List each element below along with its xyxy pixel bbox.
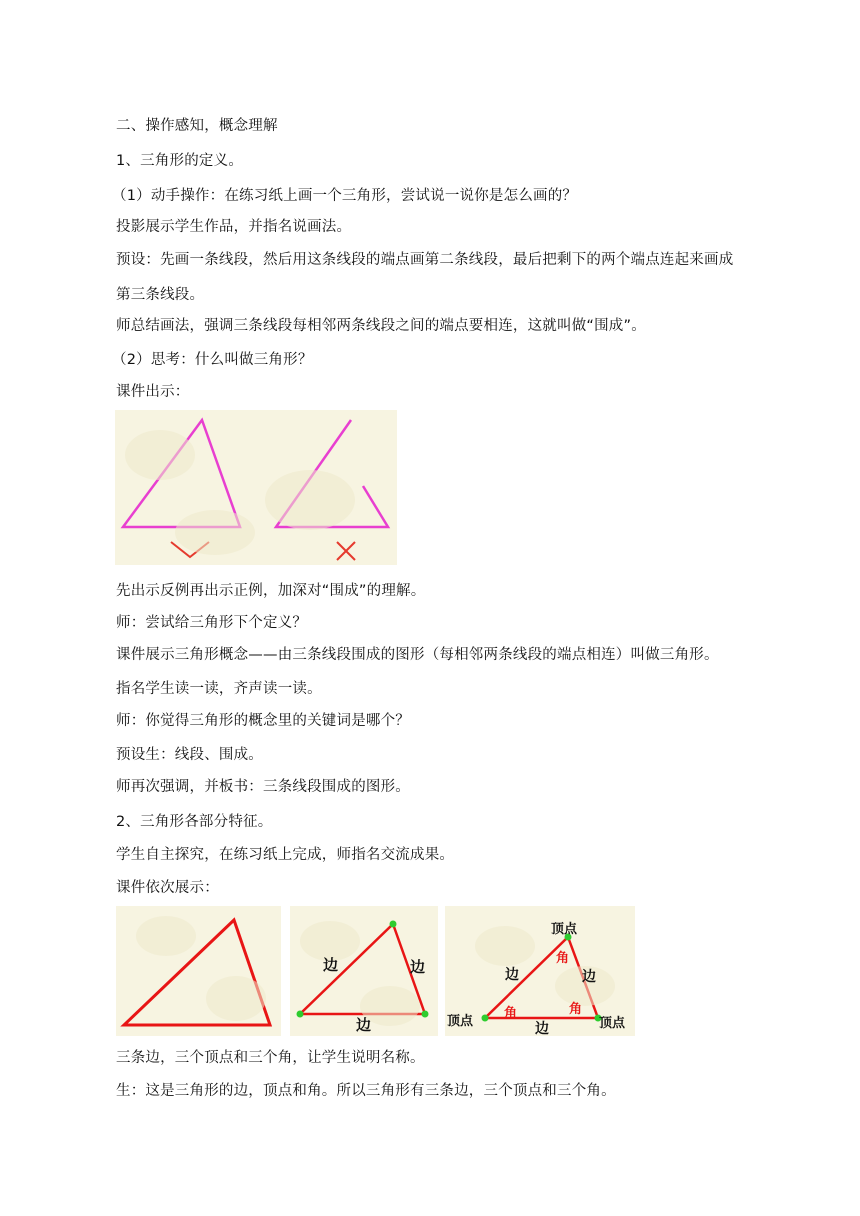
vertex-label-left: 顶点 [447,1014,474,1029]
edge-label-right: 边 [582,969,596,985]
paragraph: 师总结画法，强调三条线段每相邻两条线段之间的端点要相连，这就叫做“围成”。 [116,318,646,334]
figure-triangle-plain [116,906,281,1036]
paragraph: 师再次强调，并板书：三条线段围成的图形。 [116,779,410,795]
edge-label-left: 边 [505,967,519,983]
figure-triangle-edges [290,906,438,1036]
paragraph: 三条边，三个顶点和三个角，让学生说明名称。 [116,1050,425,1066]
angle-label-right: 角 [569,1002,583,1017]
figure-triangle-parts [445,906,635,1036]
section-heading: 二、操作感知，概念理解 [116,118,278,134]
paragraph: 课件依次展示： [116,880,219,896]
paragraph: 课件展示三角形概念——由三条线段围成的图形（每相邻两条线段的端点相连）叫做三角形。 [116,647,719,663]
edge-label-left: 边 [323,956,339,974]
paragraph: （1）动手操作：在练习纸上画一个三角形，尝试说一说你是怎么画的？ [112,188,578,204]
subheading-definition: 1、三角形的定义。 [116,153,244,169]
paragraph: 课件出示： [116,384,190,400]
angle-label-left: 角 [504,1006,518,1021]
edge-label-right: 边 [410,958,426,976]
paragraph: 师：你觉得三角形的概念里的关键词是哪个？ [116,713,410,729]
paragraph: 生：这是三角形的边，顶点和角。所以三角形有三条边，三个顶点和三个角。 [116,1083,616,1099]
subheading-features: 2、三角形各部分特征。 [116,814,273,830]
paragraph: 预设：先画一条线段，然后用这条线段的端点画第二条线段，最后把剩下的两个端点连起来画成 [116,252,734,268]
vertex-label-top: 顶点 [551,922,578,937]
paragraph: 师：尝试给三角形下个定义？ [116,615,308,631]
figure-triangle-comparison [115,410,397,565]
paragraph: （2）思考：什么叫做三角形？ [112,352,313,368]
paragraph: 第三条线段。 [116,287,205,303]
vertex-label-right: 顶点 [599,1016,626,1031]
edge-label-bottom: 边 [356,1016,372,1034]
paragraph: 投影展示学生作品，并指名说画法。 [116,219,352,235]
angle-label-top: 角 [556,951,570,966]
paragraph: 学生自主探究，在练习纸上完成，师指名交流成果。 [116,847,455,863]
edge-label-bottom: 边 [535,1021,549,1036]
paragraph: 先出示反例再出示正例，加深对“围成”的理解。 [116,583,426,599]
paragraph: 指名学生读一读，齐声读一读。 [116,681,322,697]
paragraph: 预设生：线段、围成。 [116,747,263,763]
